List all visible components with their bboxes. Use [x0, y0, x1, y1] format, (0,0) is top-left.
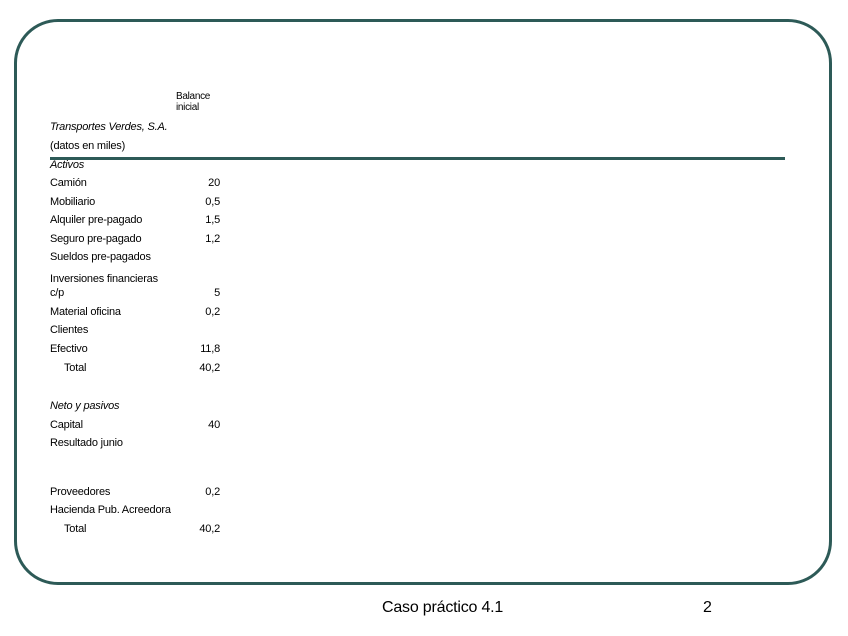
- row-label-inversiones-line1: Inversiones financieras: [50, 273, 158, 285]
- footer-title: Caso práctico 4.1: [382, 599, 504, 616]
- assets-heading: Activos: [50, 159, 85, 171]
- row-label-efectivo: Efectivo: [50, 343, 88, 355]
- row-label-material: Material oficina: [50, 306, 121, 318]
- company-name: Transportes Verdes, S.A.: [50, 121, 168, 133]
- row-label-sueldos: Sueldos pre-pagados: [50, 251, 151, 263]
- assets-total-label: Total: [64, 362, 87, 374]
- row-label-alquiler: Alquiler pre-pagado: [50, 214, 143, 226]
- row-value-alquiler: 1,5: [205, 214, 220, 226]
- header-divider: [50, 157, 785, 160]
- row-label-resultado: Resultado junio: [50, 437, 123, 449]
- row-label-clientes: Clientes: [50, 324, 89, 336]
- column-header-balance-inicial: [176, 91, 210, 113]
- row-label-camion: Camión: [50, 177, 87, 189]
- assets-total-value: 40,2: [199, 362, 220, 374]
- row-value-inversiones: 5: [214, 287, 220, 299]
- slide-frame: [14, 19, 832, 585]
- row-label-mobiliario: Mobiliario: [50, 196, 96, 208]
- page-number: 2: [703, 599, 712, 616]
- units-note: (datos en miles): [50, 140, 126, 152]
- liabilities-total-value: 40,2: [199, 523, 220, 535]
- liabilities-total-label: Total: [64, 523, 87, 535]
- row-label-hacienda: Hacienda Pub. Acreedora: [50, 504, 171, 516]
- row-label-seguro: Seguro pre-pagado: [50, 233, 142, 245]
- liabilities-heading: Neto y pasivos: [50, 400, 120, 412]
- row-value-efectivo: 11,8: [200, 343, 220, 355]
- row-label-inversiones-line2: c/p: [50, 287, 65, 299]
- row-value-capital: 40: [208, 419, 220, 431]
- row-value-camion: 20: [208, 177, 220, 189]
- row-label-proveedores: Proveedores: [50, 486, 111, 498]
- row-value-mobiliario: 0,5: [205, 196, 220, 208]
- column-header-line2: inicial: [176, 102, 199, 113]
- row-label-capital: Capital: [50, 419, 83, 431]
- row-value-material: 0,2: [205, 306, 220, 318]
- row-value-seguro: 1,2: [205, 233, 220, 245]
- column-header-line1: Balance: [176, 91, 211, 102]
- row-value-proveedores: 0,2: [205, 486, 220, 498]
